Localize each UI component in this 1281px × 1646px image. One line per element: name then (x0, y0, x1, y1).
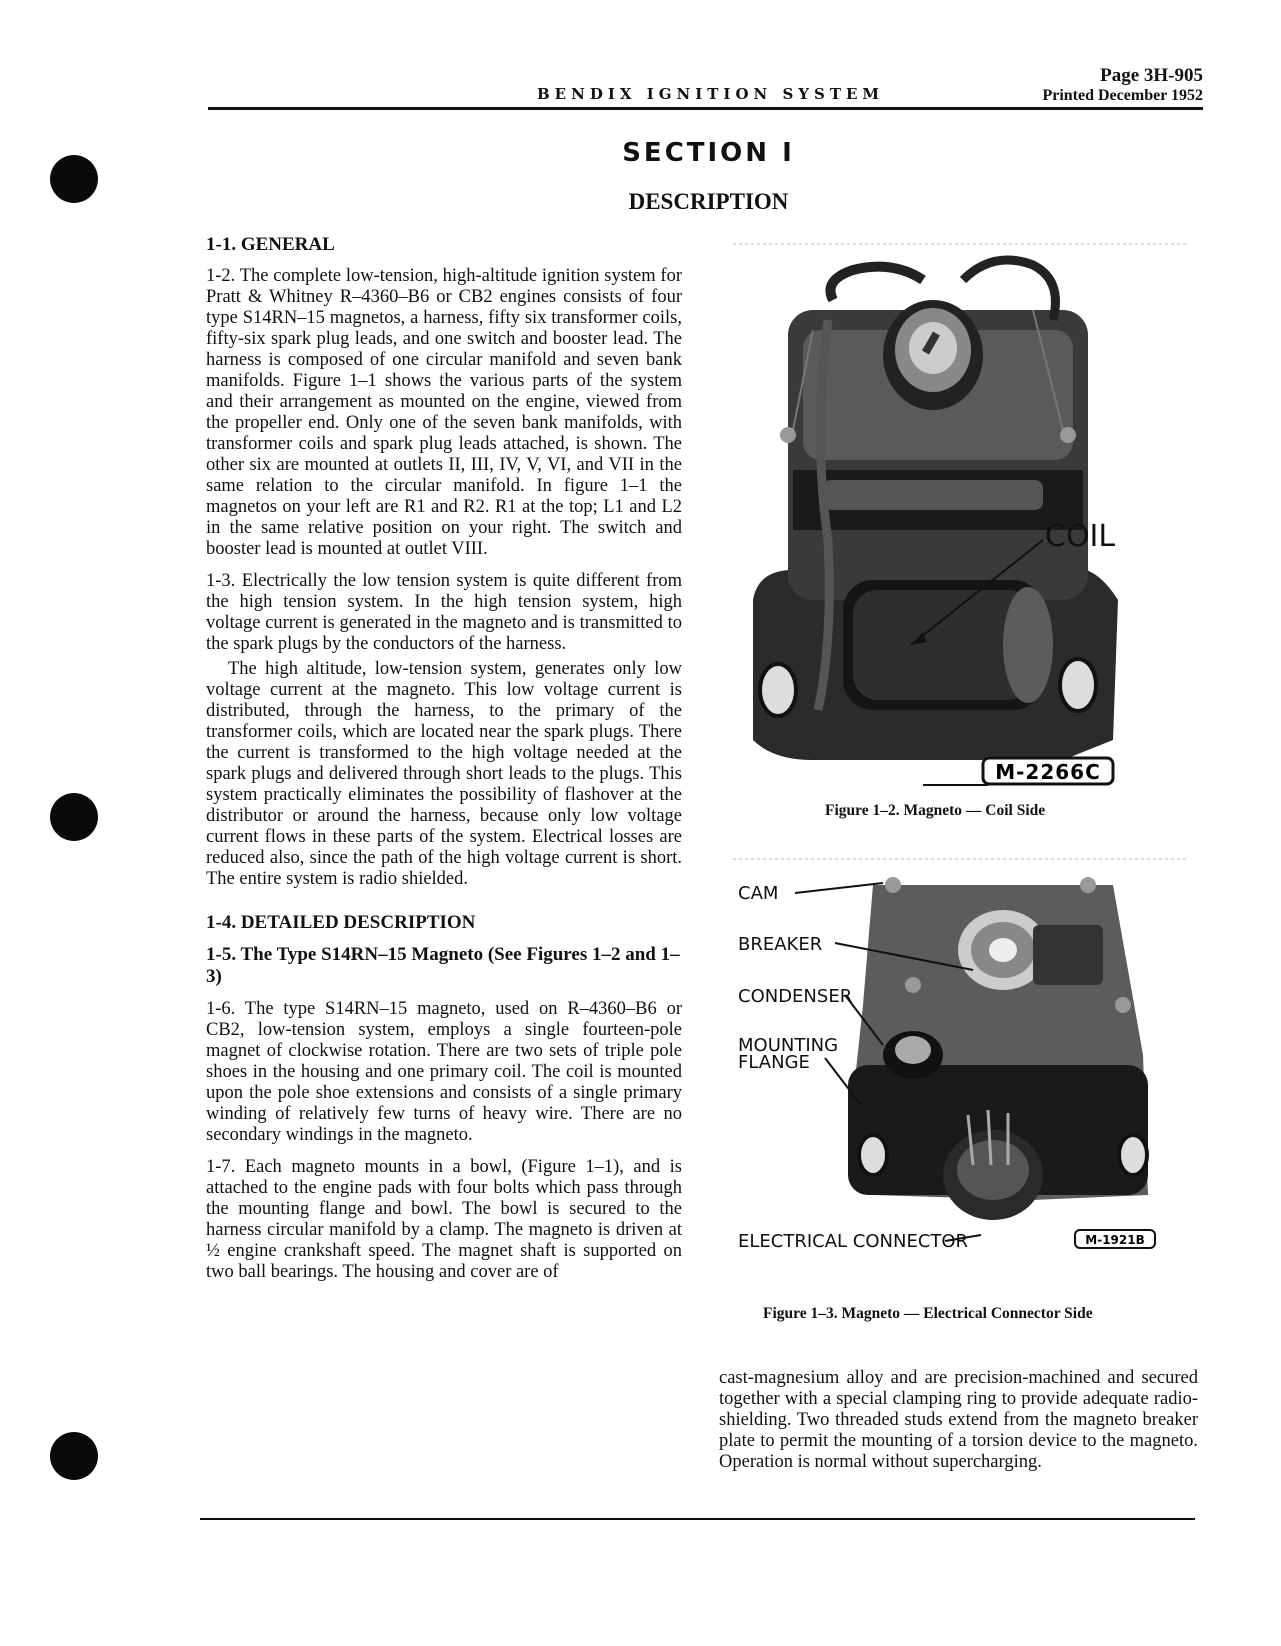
left-column (206, 234, 682, 1294)
figure-1-3 (733, 855, 1193, 1275)
caption-figure-1-2: Figure 1–2. Magneto — Coil Side (825, 802, 1046, 819)
label-cam: CAM (738, 883, 779, 904)
heading-detailed-description: 1-4. DETAILED DESCRIPTION (206, 912, 476, 933)
paragraph-1-7: 1-7. Each magneto mounts in a bowl, (Figure 1–1), and is attached to the engine pads with four bolts which pass through the mounting flange and bowl. The bowl is secured to the harness circular manifold by a clamp. The magneto is driven at ½ engine crankshaft speed. The magnet shaft is supported on two ball bearings. The housing and cover are of (206, 1157, 682, 1282)
label-coil: COIL (1045, 519, 1116, 554)
page-number: Page 3H-905 (1100, 65, 1203, 86)
label-mounting: MOUNTING (738, 1035, 839, 1056)
paragraph-1-6: 1-6. The type S14RN–15 magneto, used on R–4360–B6 or CB2, low-tension system, employs a single fourteen-pole magnet of clockwise rotation. There are two sets of triple pole shoes in the housing and one primary coil. The coil is mounted upon the pole shoe extensions and consists of a single primary winding of relatively few turns of heavy wire. There are no secondary windings in the magneto. (206, 999, 682, 1145)
magneto-connector-side-photo (733, 855, 1193, 1275)
figure-code-m2266c: M-2266C (995, 760, 1101, 784)
paragraph-continued: cast-magnesium alloy and are precision-machined and secured together with a special clamping ring to provide adequate radio-shielding. Two threaded studs extend from the magneto breaker plate to permit the mounting of a torsion device to the magneto. Operation is normal without supercharging. (719, 1368, 1198, 1472)
binder-hole-bottom (50, 1432, 98, 1480)
label-electrical-connector: ELECTRICAL CONNECTOR (738, 1231, 969, 1252)
binder-hole-middle (50, 793, 98, 841)
caption-figure-1-3: Figure 1–3. Magneto — Electrical Connector Side (763, 1305, 1093, 1322)
figure-code-m1921b: M-1921B (1085, 1233, 1145, 1247)
section-number: SECTION I (622, 138, 795, 168)
paragraph-1-3-continued: The high altitude, low-tension system, generates only low voltage current at the magneto. This low voltage current is distributed, through the harness, to the primary of the transformer coils, which are located near the spark plugs. There the current is transformed to the high voltage needed at the spark plugs and delivered through short leads to the plugs. This system practically eliminates the possibility of flashover at the distributor or around the harness, because only low voltage current flows in these parts of the system. Electrical losses are reduced also, since the path of the high voltage current is short. The entire system is radio shielded. (206, 659, 682, 889)
paragraph-1-3: 1-3. Electrically the low tension system is quite different from the high tension system. In the high tension system, high voltage current is generated in the magneto and is transmitted to the spark plugs by the conductors of the harness. (206, 571, 682, 654)
paragraph-1-2: 1-2. The complete low-tension, high-altitude ignition system for Pratt & Whitney R–4360–B6 or CB2 engines consists of four type S14RN–15 magnetos, a harness, fifty six transformer coils, fifty-six spark plug leads, and one switch and booster lead. The harness is composed of one circular manifold and seven bank manifolds. Figure 1–1 shows the various parts of the system and their arrangement as mounted on the engine, viewed from the propeller end. Only one of the seven bank manifolds, with transformer coils and spark plug leads attached, is shown. The other six are mounted at outlets II, III, IV, V, VI, and VII in the same relation to the circular manifold. In figure 1–1 the magnetos on your left are R1 and R2. R1 at the top; L1 and L2 in the same relative position on your right. The switch and booster lead is mounted at outlet VIII. (206, 266, 682, 559)
label-flange: FLANGE (738, 1052, 810, 1073)
printed-date: Printed December 1952 (1042, 87, 1203, 104)
figure-1-2 (733, 240, 1193, 790)
section-title: DESCRIPTION (628, 189, 789, 214)
header-rule (208, 107, 1203, 110)
header-page-info (1042, 66, 1203, 106)
heading-general: 1-1. GENERAL (206, 234, 335, 255)
heading-magneto-type: 1-5. The Type S14RN–15 Magneto (See Figures 1–2 and 1–3) (206, 944, 680, 987)
header-title: BENDIX IGNITION SYSTEM (537, 85, 885, 103)
footer-rule (200, 1518, 1195, 1520)
right-column (719, 1368, 1198, 1484)
magneto-coil-side-photo (733, 240, 1193, 790)
label-breaker: BREAKER (738, 934, 823, 955)
label-condenser: CONDENSER (738, 986, 853, 1007)
